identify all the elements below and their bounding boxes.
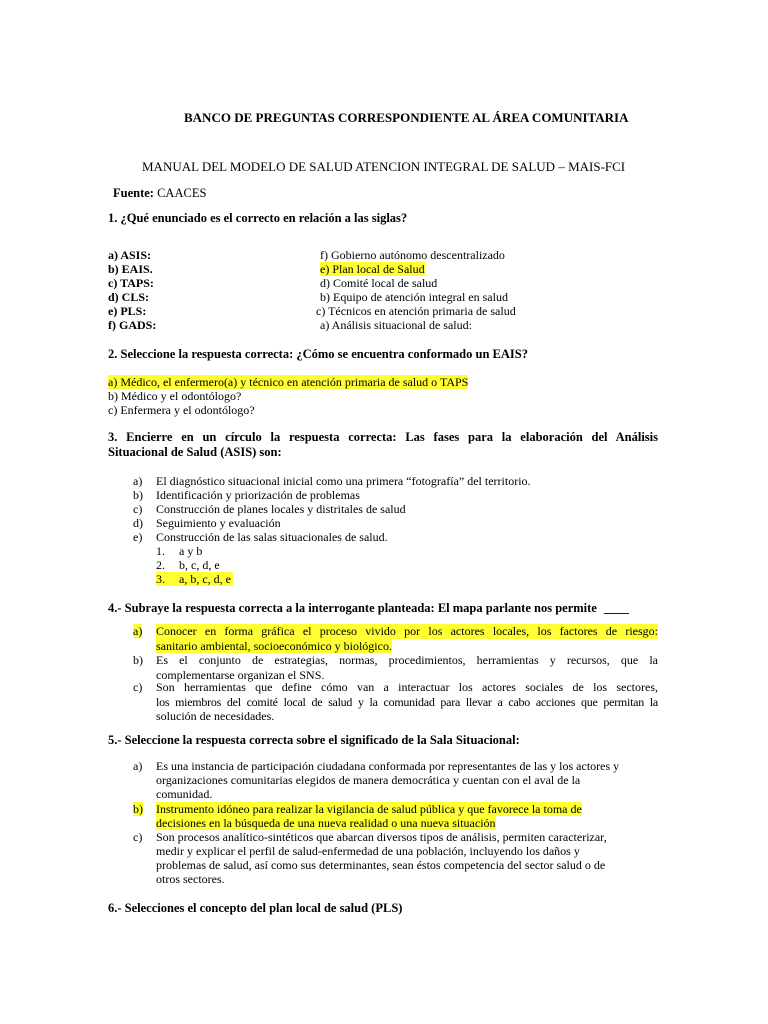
q4-letter-c: c) bbox=[133, 680, 143, 694]
source-line bbox=[113, 186, 206, 200]
q1-left-item: f) GADS: bbox=[108, 318, 157, 332]
document-title: BANCO DE PREGUNTAS CORRESPONDIENTE AL ÁREA COMUNITARIA bbox=[184, 110, 629, 125]
q3-letter: b) bbox=[133, 488, 143, 502]
q2-option: c) Enfermera y el odontólogo? bbox=[108, 403, 255, 417]
source-label: Fuente: bbox=[113, 186, 154, 200]
q1-left-item: b) EAIS. bbox=[108, 262, 153, 276]
q1-left-column bbox=[108, 248, 156, 332]
q4-question bbox=[108, 601, 629, 615]
q3-option: El diagnóstico situacional inicial como una primera “fotografía” del territorio. bbox=[156, 474, 531, 488]
q1-right-item: b) Equipo de atención integral en salud bbox=[320, 290, 508, 304]
q5-letter-a: a) bbox=[133, 759, 143, 773]
q1-right-item: c) Técnicos en atención primaria de salud bbox=[316, 304, 516, 318]
q5-question: 5.- Seleccione la respuesta correcta sobre el significado de la Sala Situacional: bbox=[108, 733, 520, 747]
q4-blank: ____ bbox=[603, 601, 629, 615]
q4-letter-b: b) bbox=[133, 653, 143, 667]
q3-sub-number: 1. bbox=[156, 544, 165, 558]
q3-sub-number: 3. bbox=[156, 572, 165, 586]
q3-question-line2: Situacional de Salud (ASIS) son: bbox=[108, 445, 282, 459]
q1-left-item: d) CLS: bbox=[108, 290, 150, 304]
q5-letter-b: b) bbox=[133, 802, 143, 816]
q4-option-a: Conocer en forma gráfica el proceso vivido por los actores locales, los factores de riesgo: sanitario ambiental, socioeconómico y biológico. bbox=[156, 624, 658, 653]
q5-letter-c: c) bbox=[133, 830, 143, 844]
q4-question-text: 4.- Subraye la respuesta correcta a la interrogante planteada: El mapa parlante nos permite bbox=[108, 601, 597, 615]
q1-left-item: a) ASIS: bbox=[108, 248, 152, 262]
q3-option: Construcción de planes locales y distritales de salud bbox=[156, 502, 406, 516]
q3-letter: c) bbox=[133, 502, 143, 516]
q3-letter: e) bbox=[133, 530, 143, 544]
q5-option-a: Es una instancia de participación ciudadana conformada por representantes de las y los actores y organizaciones comunitarias elegidos de manera democrática y cuentan con el aval de la comunidad. bbox=[156, 759, 620, 801]
q3-letter: d) bbox=[133, 516, 143, 530]
q3-sub-option-highlighted bbox=[156, 572, 233, 586]
q1-left-item: e) PLS: bbox=[108, 304, 147, 318]
q3-option: Construcción de las salas situacionales de salud. bbox=[156, 530, 388, 544]
q6-question: 6.- Selecciones el concepto del plan local de salud (PLS) bbox=[108, 901, 403, 915]
q1-right-column bbox=[316, 248, 516, 332]
q3-letter: a) bbox=[133, 474, 143, 488]
q3-option: Seguimiento y evaluación bbox=[156, 516, 281, 530]
q3-sub-options bbox=[156, 544, 233, 586]
q3-question-line1: 3. Encierre en un círculo la respuesta correcta: Las fases para la elaboración del Análisis bbox=[108, 430, 658, 444]
q1-right-item: d) Comité local de salud bbox=[320, 276, 438, 290]
q1-right-item-highlighted: e) Plan local de Salud bbox=[320, 262, 425, 276]
q4-option-b: Es el conjunto de estrategias, normas, procedimientos, herramientas y recursos, que la complementarse organizan el SNS. bbox=[156, 653, 658, 682]
q3-letters bbox=[133, 474, 143, 544]
q3-sub-number: 2. bbox=[156, 558, 165, 572]
q1-right-item: f) Gobierno autónomo descentralizado bbox=[320, 248, 505, 262]
q3-sub-option: a y b bbox=[179, 544, 203, 558]
q4-option-c: Son herramientas que define cómo van a interactuar los actores sociales de los sectores, los miembros del comité local de salud y la comunidad para llevar a cabo acciones que permitan la solución de necesidades. bbox=[156, 680, 658, 723]
q3-sub-option: a, b, c, d, e bbox=[179, 572, 231, 586]
q2-option-highlighted: a) Médico, el enfermero(a) y técnico en atención primaria de salud o TAPS bbox=[108, 375, 469, 389]
source-value: CAACES bbox=[157, 186, 207, 200]
q5-option-b: Instrumento idóneo para realizar la vigilancia de salud pública y que favorece la toma de decisiones en la búsqueda de una nueva realidad o una nueva situación bbox=[156, 802, 582, 830]
q2-option: b) Médico y el odontólogo? bbox=[108, 389, 242, 403]
q1-question: 1. ¿Qué enunciado es el correcto en relación a las siglas? bbox=[108, 211, 408, 225]
q3-option: Identificación y priorización de problemas bbox=[156, 488, 360, 502]
q1-right-item: a) Análisis situacional de salud: bbox=[320, 318, 472, 332]
q3-options bbox=[156, 474, 531, 544]
q4-letter-a: a) bbox=[133, 624, 143, 638]
document-subtitle: MANUAL DEL MODELO DE SALUD ATENCION INTEGRAL DE SALUD – MAIS-FCI bbox=[142, 159, 626, 174]
q5-option-c: Son procesos analítico-sintéticos que abarcan diversos tipos de análisis, permiten caracterizar, medir y explicar el perfil de salud-enfermedad de una población, incluyendo los daños y problemas de salud, así como sus determinantes, sean éstos competencia del sector salud o de otros sectores. bbox=[156, 830, 607, 886]
q1-left-item: c) TAPS: bbox=[108, 276, 154, 290]
q2-options bbox=[108, 375, 468, 417]
q3-sub-option: b, c, d, e bbox=[179, 558, 220, 572]
q2-question: 2. Seleccione la respuesta correcta: ¿Cómo se encuentra conformado un EAIS? bbox=[108, 347, 528, 361]
